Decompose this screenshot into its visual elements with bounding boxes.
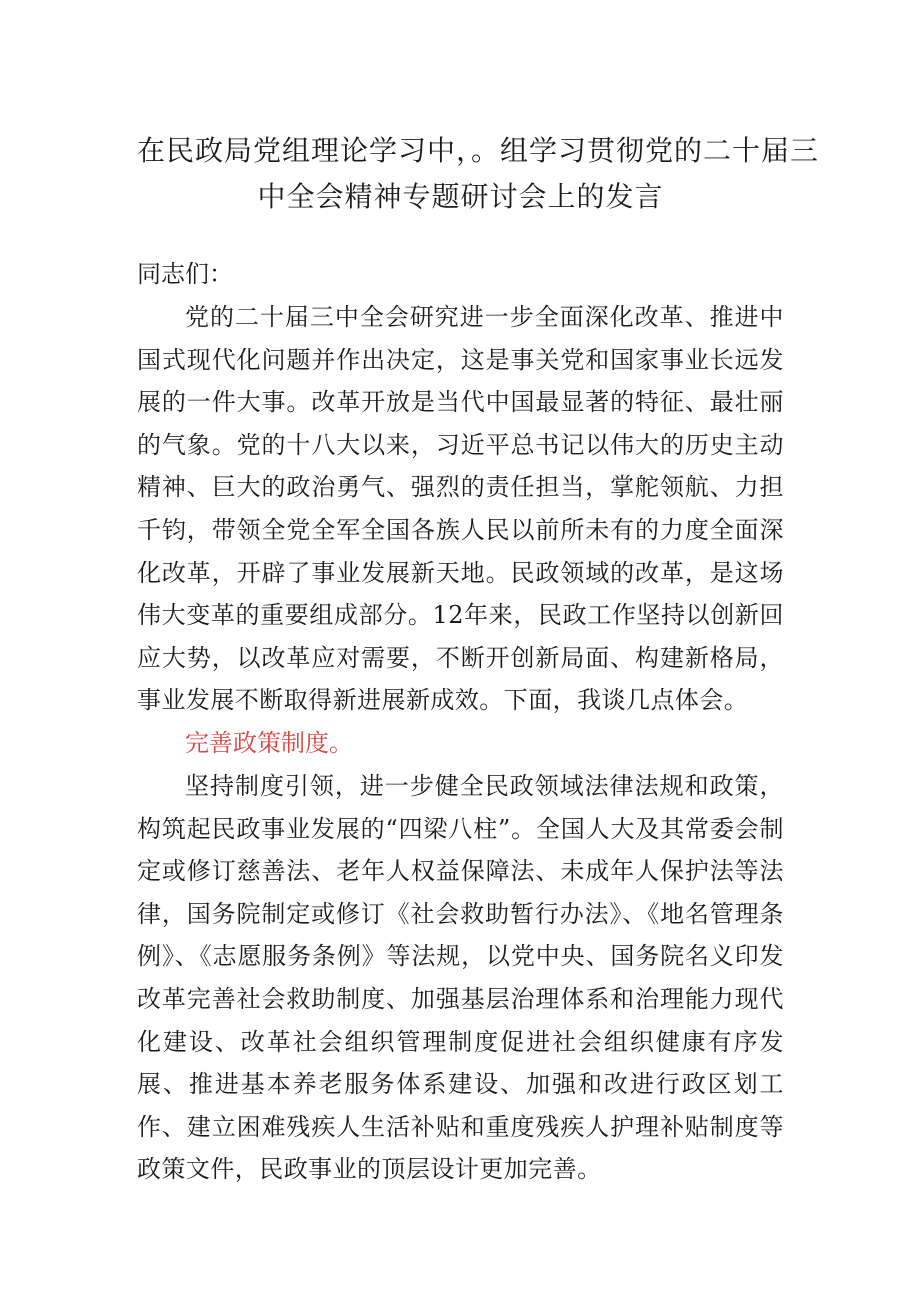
section-heading: 完善政策制度。: [185, 728, 353, 757]
body-paragraph-intro: 党的二十届三中全会研究进一步全面深化改革、推进中国式现代化问题并作出决定，这是事关党和国家事业长远发展的一件大事。改革开放是当代中国最显著的特征、最壮丽的气象。党的十八大以来，习近平总书记以伟大的历史主动精神、巨大的政治勇气、强烈的责任担当，掌舵领航、力担千钧，带领全党全军全国各族人民以前所未有的力度全面深化改革，开辟了事业发展新天地。民政领域的改革，是这场伟大变革的重要组成部分。12年来，民政工作坚持以创新回应大势，以改革应对需要，不断开创新局面、构建新格局，事业发展不断取得新进展新成效。下面，我谈几点体会。: [137, 303, 784, 715]
document-title-line-2: 中全会精神专题研讨会上的发言: [257, 180, 664, 213]
body-paragraph-policy: 坚持制度引领，进一步健全民政领域法律法规和政策，构筑起民政事业发展的“四梁八柱”。全国人大及其常委会制定或修订慈善法、老年人权益保障法、未成年人保护法等法律，国务院制定或修订《社会救助暂行办法》、《地名管理条例》、《志愿服务条例》等法规，以党中央、国务院名义印发改革完善社会救助制度、加强基层治理体系和治理能力现代化建设、改革社会组织管理制度促进社会组织健康有序发展、推进基本养老服务体系建设、加强和改进行政区划工作、建立困难残疾人生活补贴和重度残疾人护理补贴制度等政策文件，民政事业的顶层设计更加完善。: [137, 771, 784, 1184]
document-title: [137, 128, 820, 220]
greeting: 同志们：: [137, 260, 233, 288]
document-title-line-1: 在民政局党组理论学习中，。组学习贯彻党的二十届三: [137, 134, 820, 167]
